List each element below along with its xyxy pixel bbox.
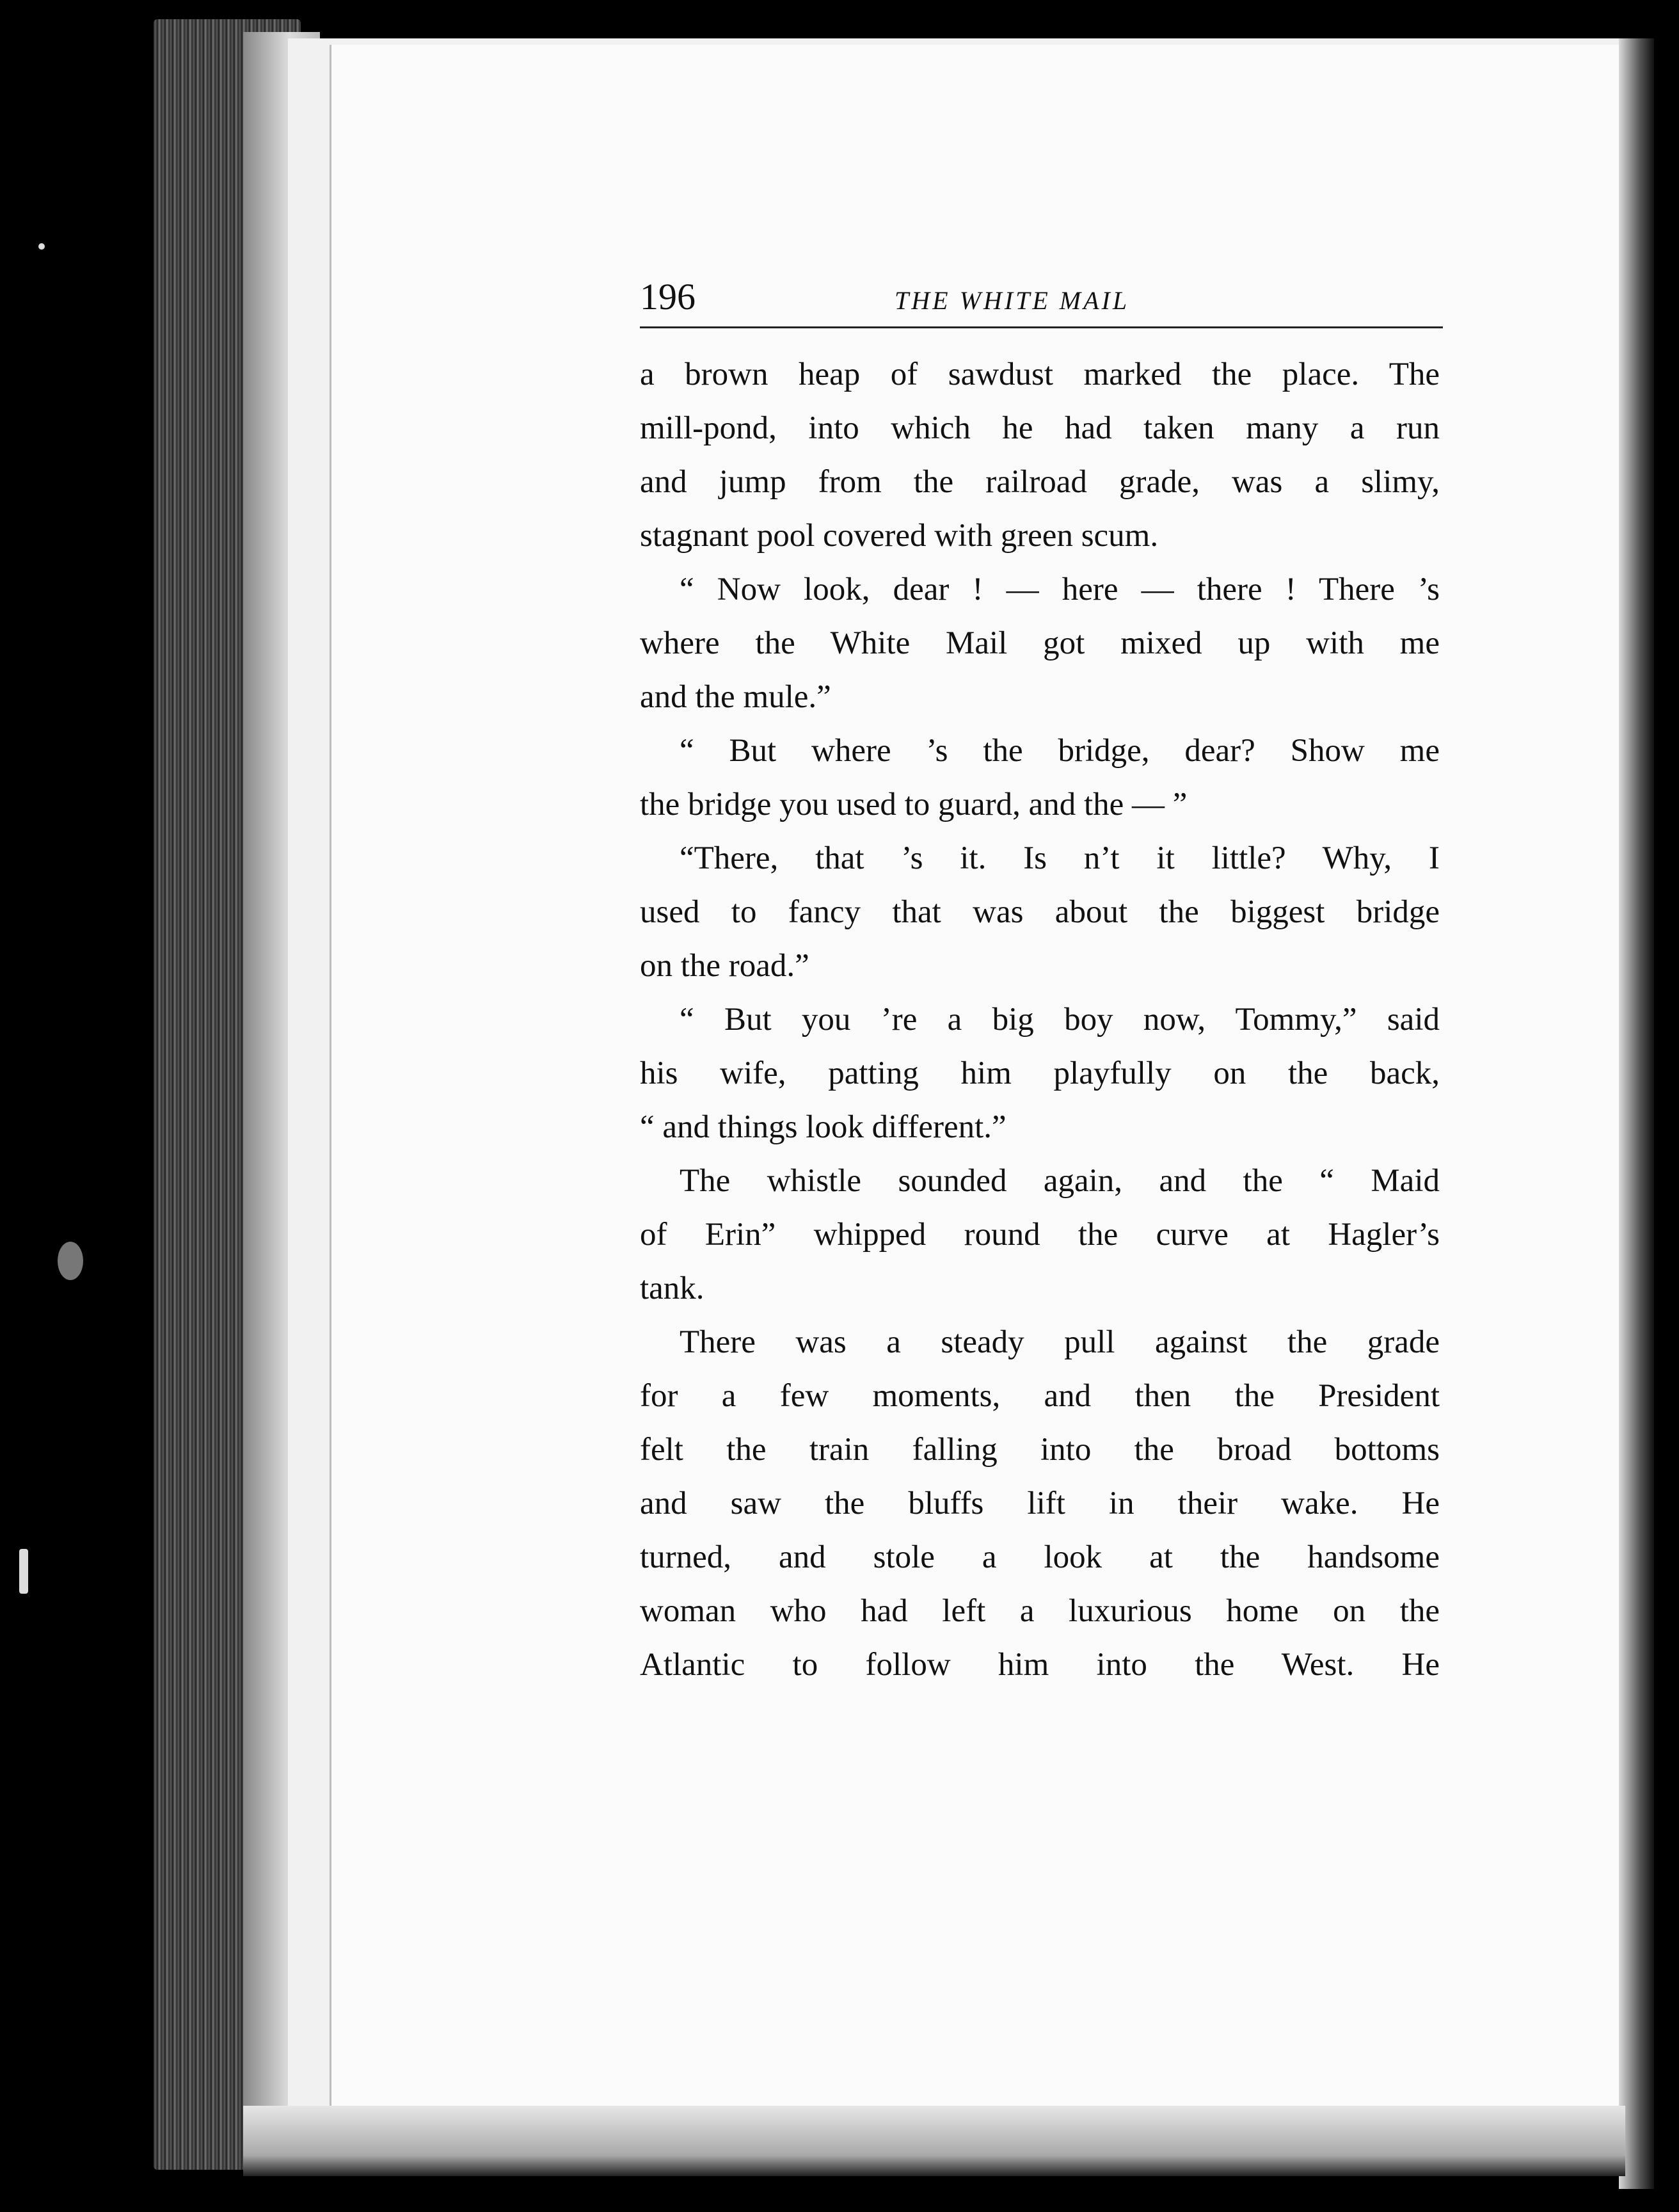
text-line: “ But where ’s the bridge, dear? Show me xyxy=(680,733,1440,769)
text-line: his wife, patting him playfully on the back, xyxy=(640,1055,1440,1091)
text-line: mill-pond, into which he had taken many a run xyxy=(640,410,1440,446)
text-line: Atlantic to follow him into the West. He xyxy=(640,1647,1440,1683)
text-line: of Erin” whipped round the curve at Hagler’s xyxy=(640,1217,1440,1253)
text-line: The whistle sounded again, and the “ Maid xyxy=(680,1163,1440,1199)
paragraph xyxy=(640,724,1440,831)
text-line: and saw the bluffs lift in their wake. He xyxy=(640,1486,1440,1521)
text-line: used to fancy that was about the biggest bridge xyxy=(640,894,1440,930)
dust-speck xyxy=(19,1549,28,1594)
text-line: “ But you ’re a big boy now, Tommy,” said xyxy=(680,1002,1440,1038)
page-text-block xyxy=(640,275,1440,1692)
text-line: felt the train falling into the broad bottoms xyxy=(640,1432,1440,1468)
text-line: and the mule.” xyxy=(640,679,831,715)
text-line: There was a steady pull against the grade xyxy=(680,1324,1440,1360)
paragraph xyxy=(640,348,1440,563)
text-line: and jump from the railroad grade, was a slimy, xyxy=(640,464,1440,500)
dust-speck xyxy=(38,243,45,250)
text-line: “There, that ’s it. Is n’t it little? Why, I xyxy=(680,840,1440,876)
paragraph xyxy=(640,563,1440,724)
running-head: THE WHITE MAIL xyxy=(895,286,1130,315)
text-line: “ and things look different.” xyxy=(640,1109,1007,1145)
page-bottom-edge xyxy=(243,2106,1625,2176)
paragraph xyxy=(640,1154,1440,1315)
text-line: for a few moments, and then the President xyxy=(640,1378,1440,1414)
text-line: woman who had left a luxurious home on the xyxy=(640,1593,1440,1629)
page-number: 196 xyxy=(640,276,696,317)
paragraph xyxy=(640,831,1440,993)
text-line: turned, and stole a look at the handsome xyxy=(640,1539,1440,1575)
text-line: stagnant pool covered with green scum. xyxy=(640,518,1159,554)
text-line: a brown heap of sawdust marked the place. The xyxy=(640,357,1440,392)
page-header xyxy=(640,275,1440,326)
text-line: the bridge you used to guard, and the — ” xyxy=(640,787,1188,822)
text-line: on the road.” xyxy=(640,948,809,984)
header-rule xyxy=(640,326,1443,328)
dust-speck xyxy=(58,1242,83,1280)
text-line: where the White Mail got mixed up with me xyxy=(640,625,1440,661)
paragraph xyxy=(640,993,1440,1154)
body-text xyxy=(640,348,1440,1692)
text-line: tank. xyxy=(640,1270,704,1306)
paragraph xyxy=(640,1315,1440,1692)
text-line: “ Now look, dear ! — here — there ! There ’s xyxy=(680,572,1440,607)
page-gutter-shadow xyxy=(1619,38,1654,2189)
